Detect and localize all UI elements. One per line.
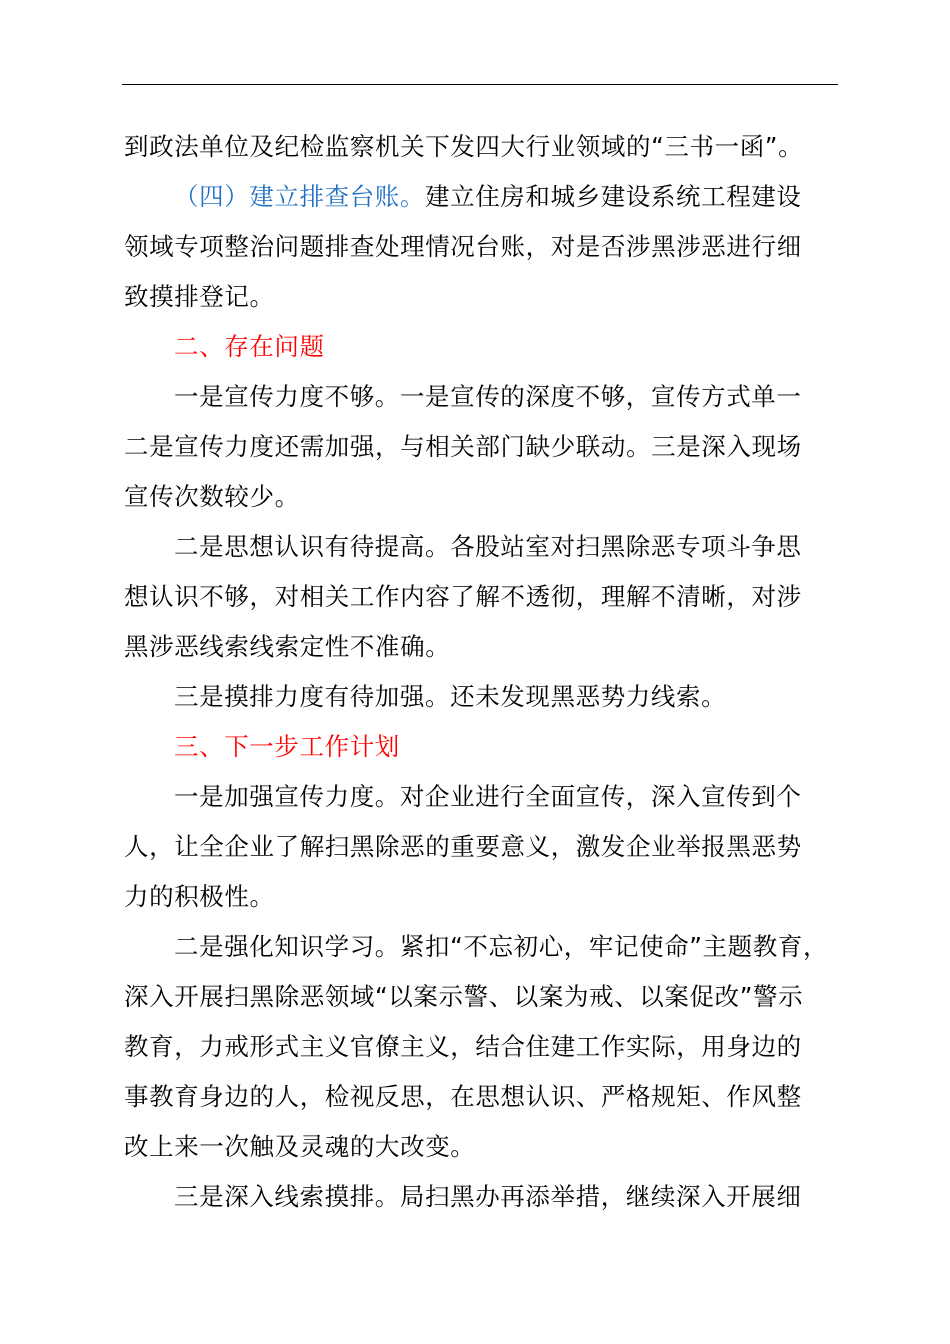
paragraph-ledger <box>124 172 838 322</box>
text-line: 二是宣传力度还需加强，与相关部门缺少联动。三是深入现场 <box>124 432 802 461</box>
text-line: 领域专项整治问题排查处理情况台账，对是否涉黑涉恶进行细 <box>124 232 802 261</box>
paragraph-awareness <box>124 522 838 672</box>
text-line: 宣传次数较少。 <box>124 482 300 511</box>
text-line: 二是思想认识有待提高。各股站室对扫黑除恶专项斗争思 <box>174 532 802 561</box>
paragraph-three-letters <box>124 122 838 172</box>
text-line: 二是强化知识学习。紧扣“不忘初心，牢记使命”主题教育， <box>174 932 829 961</box>
heading-text: 二、存在问题 <box>174 332 325 361</box>
heading-text: 三、下一步工作计划 <box>174 732 400 761</box>
text-line: 一是宣传力度不够。一是宣传的深度不够，宣传方式单一 <box>174 382 802 411</box>
text-line: 教育，力戒形式主义官僚主义，结合住建工作实际，用身边的 <box>124 1032 802 1061</box>
paragraph-clue-investigation <box>124 1172 838 1222</box>
subheading-ledger: （四）建立排查台账。 <box>174 182 425 211</box>
paragraph-strengthen-publicity <box>124 772 838 922</box>
text-line: 改上来一次触及灵魂的大改变。 <box>124 1132 476 1161</box>
paragraph-investigation <box>124 672 838 722</box>
section-heading-problems <box>124 322 838 372</box>
text-line: 事教育身边的人，检视反思，在思想认识、严格规矩、作风整 <box>124 1082 802 1111</box>
text-line: 力的积极性。 <box>124 882 275 911</box>
text-line <box>124 172 838 222</box>
text-line: 一是加强宣传力度。对企业进行全面宣传，深入宣传到个 <box>174 782 802 811</box>
paragraph-knowledge-learning <box>124 922 838 1172</box>
text-line: 人，让全企业了解扫黑除恶的重要意义，激发企业举报黑恶势 <box>124 832 802 861</box>
header-divider <box>122 84 838 85</box>
text-line: 三是摸排力度有待加强。还未发现黑恶势力线索。 <box>174 682 727 711</box>
text-line: 深入开展扫黑除恶领域“以案示警、以案为戒、以案促改”警示 <box>124 982 804 1011</box>
text-line: 黑涉恶线索线索定性不准确。 <box>124 632 451 661</box>
section-heading-next-steps <box>124 722 838 772</box>
text-line: 想认识不够，对相关工作内容了解不透彻，理解不清晰，对涉 <box>124 582 802 611</box>
text-line: 到政法单位及纪检监察机关下发四大行业领域的“三书一函”。 <box>124 132 804 161</box>
text-fragment: 建立住房和城乡建设系统工程建设 <box>425 182 802 211</box>
text-line: 致摸排登记。 <box>124 282 275 311</box>
document-body <box>124 122 838 1222</box>
paragraph-publicity <box>124 372 838 522</box>
text-line: 三是深入线索摸排。局扫黑办再添举措，继续深入开展细 <box>174 1182 802 1211</box>
